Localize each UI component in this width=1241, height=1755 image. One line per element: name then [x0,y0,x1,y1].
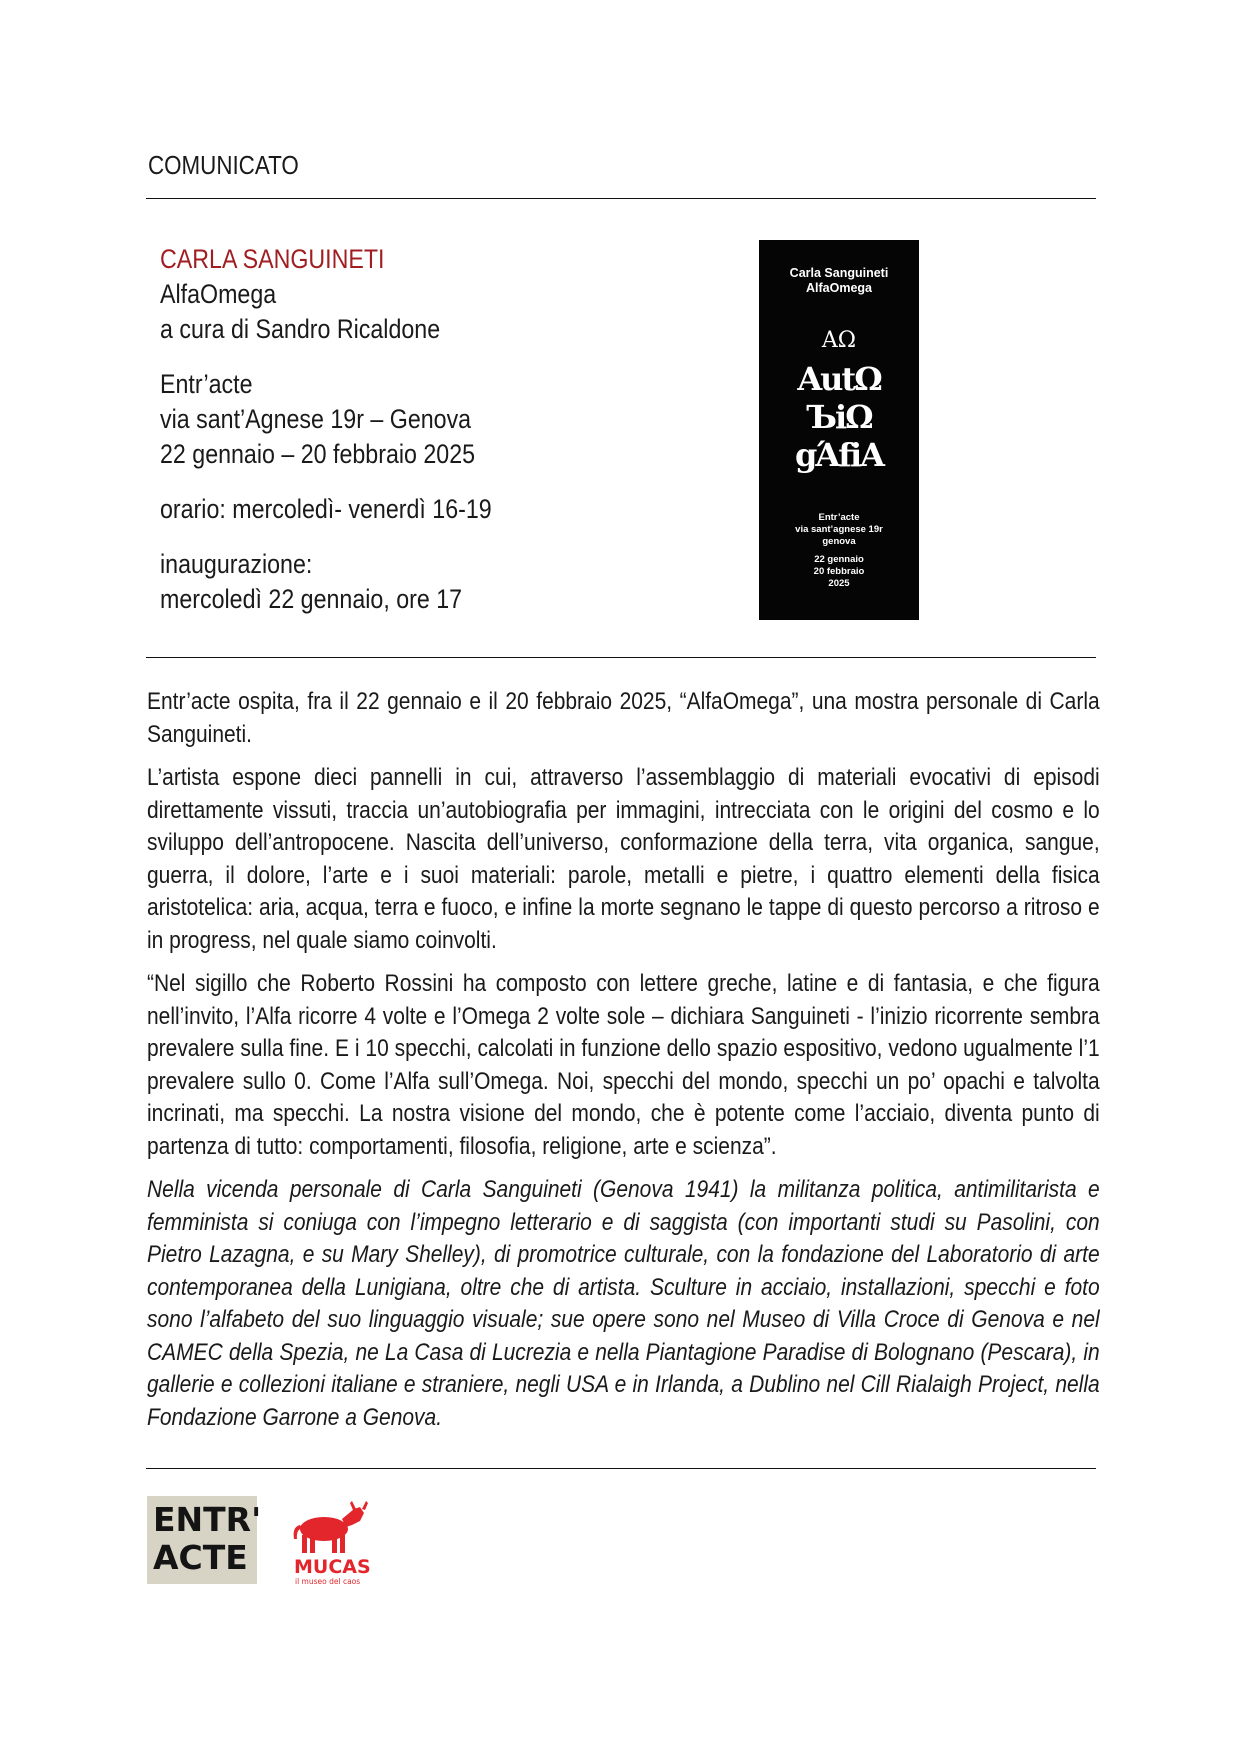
top-rule [146,198,1096,199]
poster-date-line: 22 gennaio [814,554,864,565]
poster-artist: Carla Sanguineti [789,266,889,280]
middle-rule [146,657,1096,658]
curator: a cura di Sandro Ricaldone [160,314,441,344]
paragraph-quote: “Nel sigillo che Roberto Rossini ha composto con lettere greche, latine e di fantasia, e che figura nell’invito, l’Alfa ricorre 4 volte e l’Omega 2 volte sole – dichiara Sanguineti - l’inizio ricorrente sembra prevalere sulla fine. E i 10 specchi, calcolati in funzione dello spazio espositivo, vedono ugualmente l’1 prevalere sullo 0. Come l’Alfa sull’Omega. Noi, specchi del mondo, specchi un po’ opachi e talvolta incrinati, ma specchi. La nostra visione del mondo, che è potente come l’acciaio, diventa punto di partenza di tutto: comportamenti, filosofia, religione, arte e scienza”. [147,970,1100,1160]
opening-date: mercoledì 22 gennaio, ore 17 [160,584,463,614]
paragraph-intro: Entr’acte ospita, fra il 22 gennaio e il 20 febbraio 2025, “AlfaOmega”, una mostra personale di Carla Sanguineti. [147,688,1100,748]
exhibition-dates: 22 gennaio – 20 febbraio 2025 [160,439,476,469]
poster-venue-line: genova [822,536,856,547]
poster-title: AlfaOmega [806,281,872,295]
mucas-tagline: il museo del caos [295,1577,361,1586]
venue-name: Entr’acte [160,369,253,399]
seal-line: gΆfiA [795,436,883,474]
paragraph-description: L’artista espone dieci pannelli in cui, attraverso l’assemblaggio di materiali evocativi di episodi direttamente vissuti, traccia un’autobiografia per immagini, intrecciata con le origini del cosmo e lo sviluppo dell’antropocene. Nascita dell’universo, conformazione della terra, vita organica, sangue, guerra, il dolore, l’arte e i suoi materiali: parole, metalli e pietre, i quattro elementi della fisica aristotelica: aria, acqua, terra e fuoco, e infine la morte segnano le tappe di questo percorso a ritroso e in progress, nel quale siamo coinvolti. [147,764,1100,954]
poster-venue [759,512,919,548]
body-text [147,686,1237,1445]
poster-dates [759,554,919,590]
poster-venue-line: Entr’acte [818,512,860,523]
paragraph-bio: Nella vicenda personale di Carla Sanguineti (Genova 1941) la militanza politica, antimilitarista e femminista si coniuga con l’impegno letterario e di saggista (con importanti studi su Pasolini, con Pietro Lazagna, e su Mary Shelley), di promotrice culturale, con la fondazione del Laboratorio di arte contemporanea della Lunigiana, oltre che di artista. Sculture in acciaio, installazioni, specchi e foto sono l’alfabeto del suo linguaggio visuale; sue opere sono nel Museo di Villa Croce di Genova e nel CAMEC della Spezia, ne La Casa di Lucrezia e nella Piantagione Paradise di Bolognano (Pescara), in gallerie e collezioni italiane e straniere, negli USA e in Irlanda, a Dublino nel Cill Rialaigh Project, nella Fondazione Garrone a Genova. [147,1176,1100,1431]
cow-icon [294,1501,368,1553]
mucas-logo [290,1497,370,1589]
header-title: COMUNICATO [148,150,299,180]
seal-line: ЪiΩ [806,398,872,436]
entracte-logo-line1: ENTR' [153,1500,262,1539]
poster-date-line: 20 febbraio [813,566,865,577]
poster-venue-line: via sant’agnese 19r [795,524,883,535]
artist-name: CARLA SANGUINETI [160,244,385,274]
entracte-logo-line2: ACTE [153,1538,248,1577]
poster-seal [759,360,919,474]
exhibition-title: AlfaOmega [160,279,277,309]
opening-label: inaugurazione: [160,549,313,579]
seal-line: ΑutΩ [797,360,881,398]
poster-date-line: 2025 [828,578,850,589]
poster-image [759,240,919,620]
bottom-rule [146,1468,1096,1469]
opening-hours: orario: mercoledì- venerdì 16-19 [160,494,492,524]
poster-symbol: ΑΩ [821,328,857,353]
mucas-name: MUCAS [294,1556,370,1578]
info-block [160,242,546,617]
venue-address: via sant’Agnese 19r – Genova [160,404,472,434]
entracte-logo [147,1496,262,1584]
